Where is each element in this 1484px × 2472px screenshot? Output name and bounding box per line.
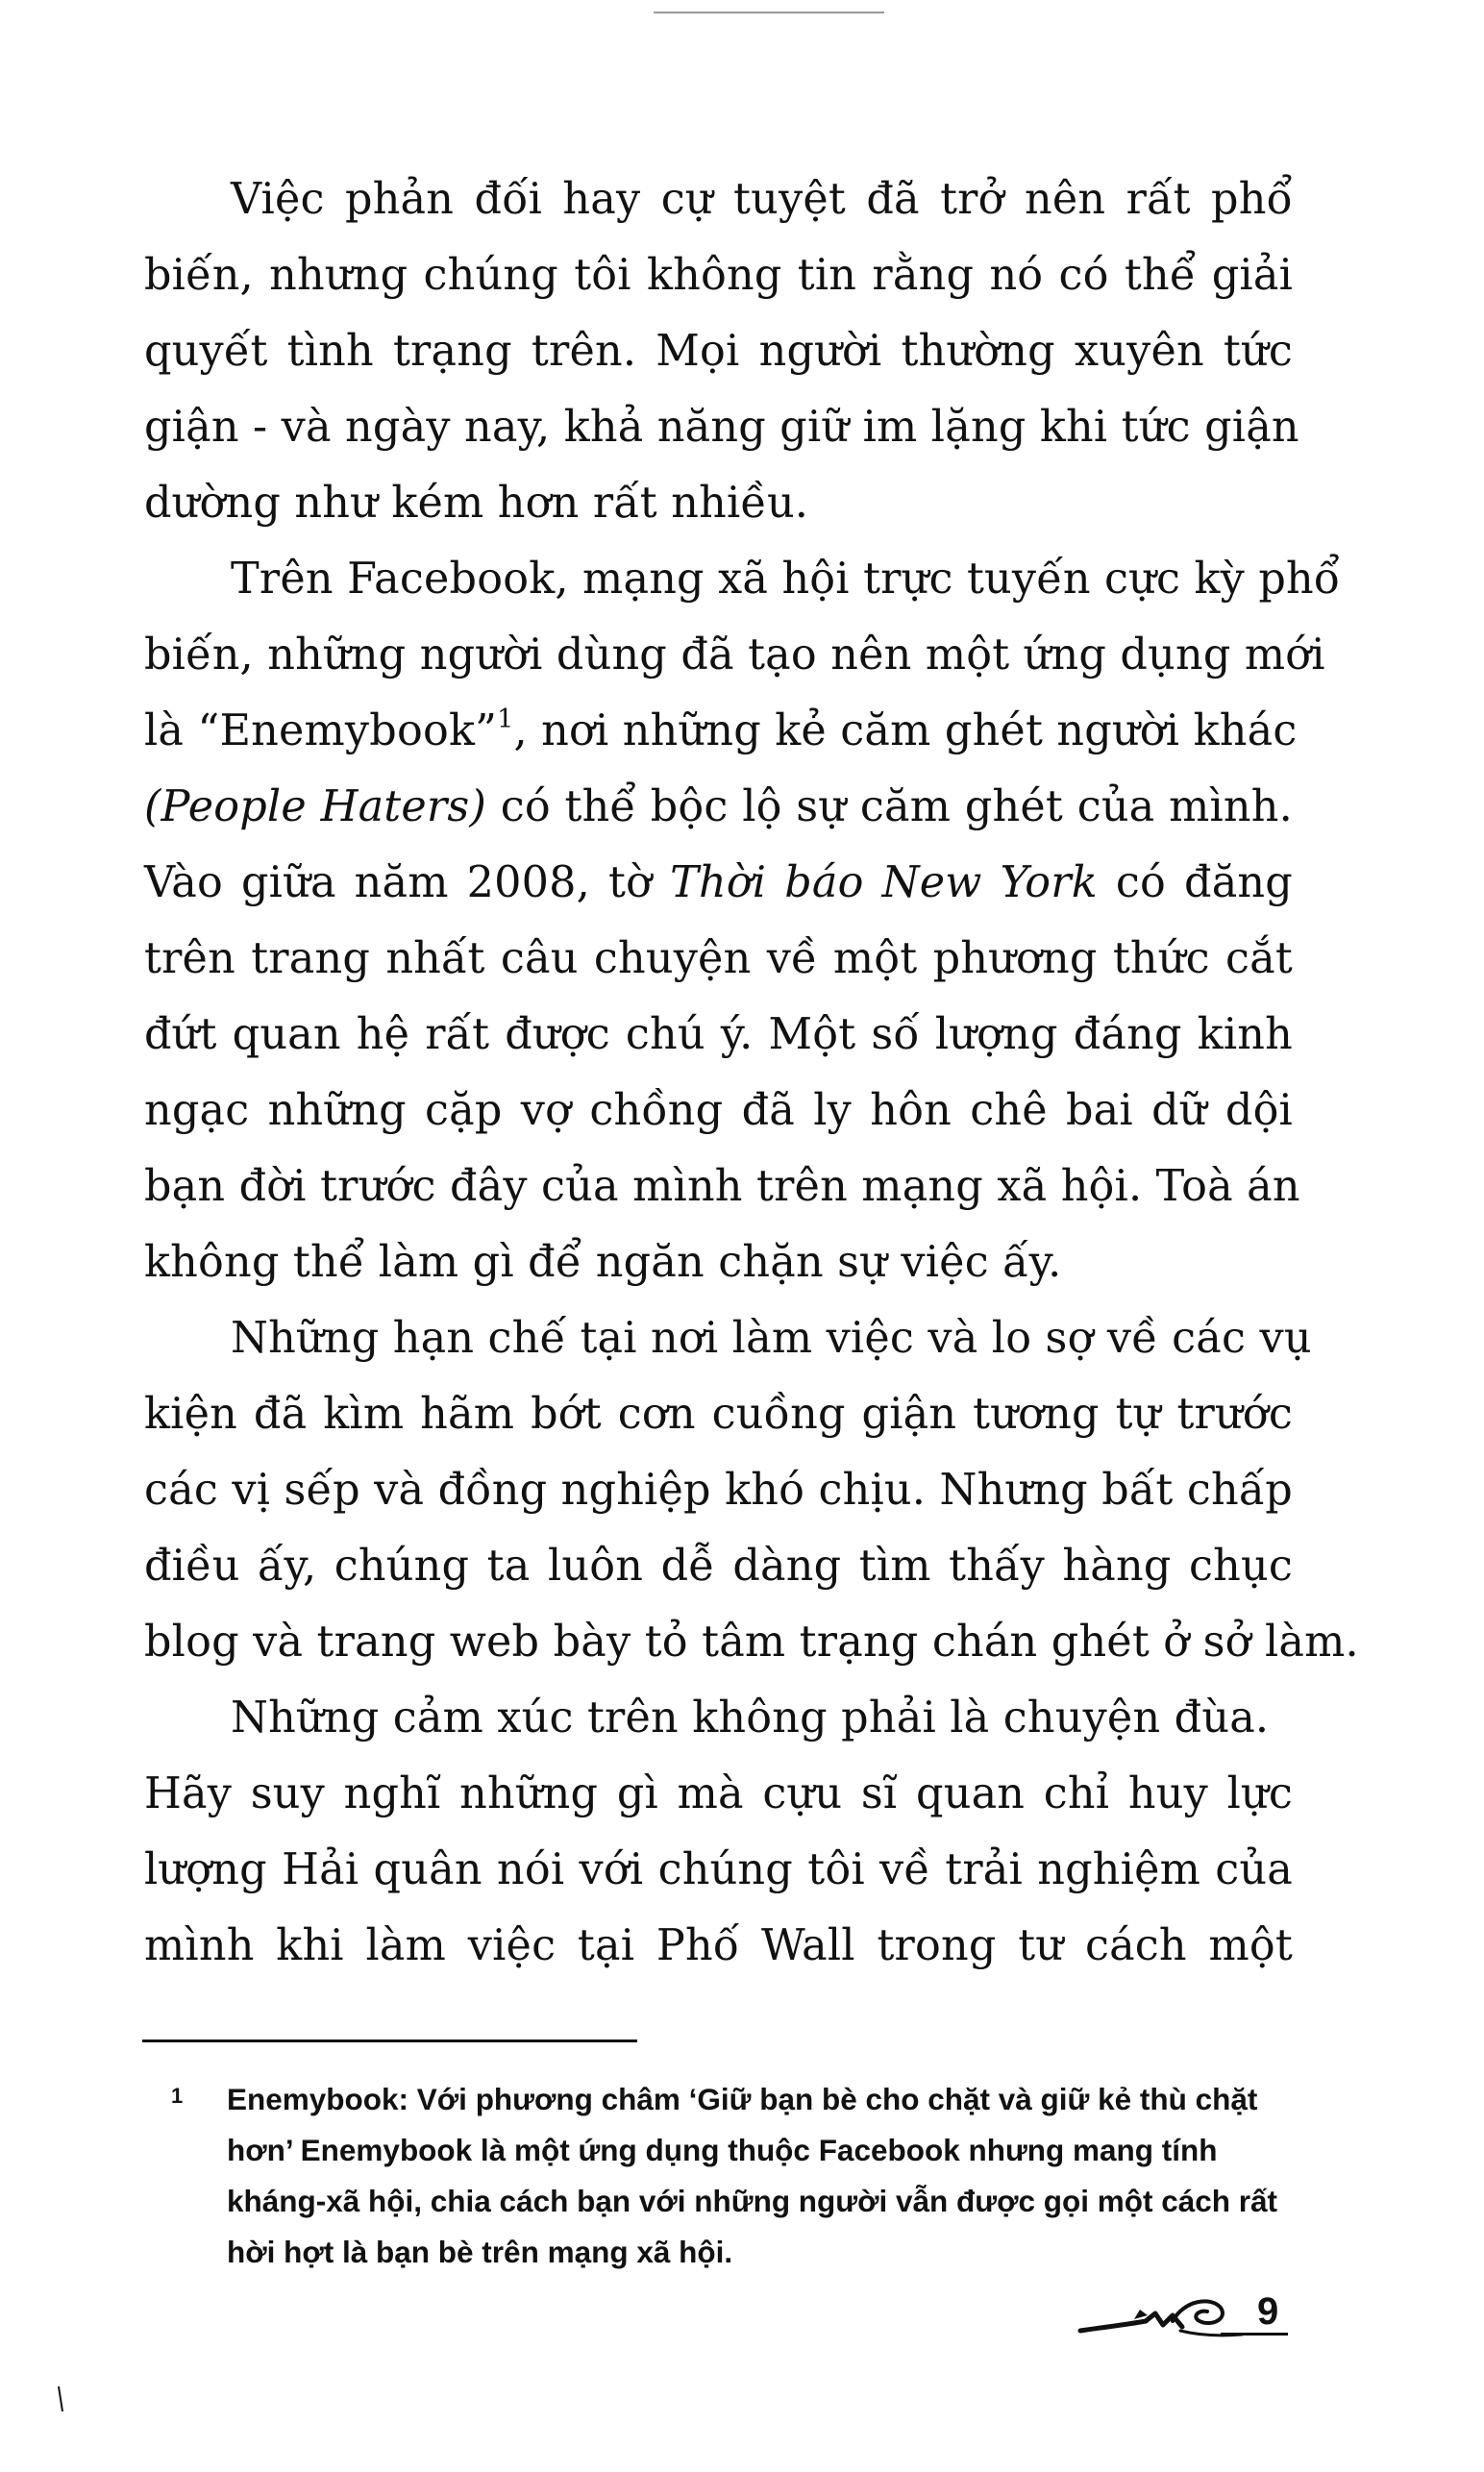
footnote-line: hời hợt là bạn bè trên mạng xã hội. [227, 2235, 733, 2269]
top-edge-rule [654, 12, 884, 13]
text-line: dường như kém hơn rất nhiều. [144, 479, 809, 528]
footnote-line: Enemybook: Với phương châm ‘Giữ bạn bè cho chặt và giữ kẻ thù chặt [227, 2082, 1258, 2116]
footnote-reference: 1 [497, 705, 514, 735]
text-line: blog và trang web bày tỏ tâm trạng chán ghét ở sở làm. [144, 1618, 1359, 1667]
text-line [144, 769, 1293, 845]
text-line: mình khi làm việc tại Phố Wall trong tư cách một [144, 1921, 1293, 1970]
text-line: đứt quan hệ rất được chú ý. Một số lượng đáng kinh [144, 1010, 1293, 1059]
text-line: biến, nhưng chúng tôi không tin rằng nó có thể giải [144, 251, 1293, 300]
text-line: Việc phản đối hay cự tuyệt đã trở nên rất phổ [231, 175, 1293, 224]
text-line [144, 693, 1298, 769]
text-fragment: Vào giữa năm 2008, tờ [144, 858, 671, 907]
page-number: 9 [1257, 2290, 1279, 2333]
footnote-text [227, 2074, 1296, 2278]
text-line: trên trang nhất câu chuyện về một phương thức cắt [144, 934, 1293, 983]
italic-publication-title: Thời báo New York [670, 858, 1098, 907]
text-fragment: , nơi những kẻ căm ghét người khác [513, 706, 1298, 755]
text-line: ngạc những cặp vợ chồng đã ly hôn chê bai dữ dội [144, 1086, 1293, 1135]
text-line: kiện đã kìm hãm bớt cơn cuồng giận tương tự trước [144, 1390, 1293, 1439]
swirl-ornament-icon [1076, 2292, 1249, 2350]
footnote-marker: 1 [171, 2084, 184, 2108]
page-footer [1076, 2283, 1298, 2360]
footnote-line: kháng-xã hội, chia cách bạn với những người vẫn được gọi một cách rất [227, 2184, 1278, 2218]
text-line: Những cảm xúc trên không phải là chuyện đùa. [231, 1693, 1270, 1743]
text-line: các vị sếp và đồng nghiệp khó chịu. Nhưng bất chấp [144, 1466, 1293, 1515]
text-line: Những hạn chế tại nơi làm việc và lo sợ về các vụ [231, 1314, 1312, 1363]
text-line: biến, những người dùng đã tạo nên một ứng dụng mới [144, 630, 1325, 680]
footnote-line: hơn’ Enemybook là một ứng dụng thuộc Facebook nhưng mang tính [227, 2133, 1218, 2167]
text-line: điều ấy, chúng ta luôn dễ dàng tìm thấy hàng chục [144, 1542, 1293, 1591]
main-text-block [144, 161, 1359, 1984]
text-fragment: có đăng [1097, 858, 1293, 907]
text-line: Hãy suy nghĩ những gì mà cựu sĩ quan chỉ huy lực [144, 1769, 1293, 1818]
scan-artifact-mark [58, 2385, 63, 2412]
text-line: không thể làm gì để ngăn chặn sự việc ấy. [144, 1238, 1062, 1287]
text-fragment: có thể bộc lộ sự căm ghét của mình. [486, 782, 1293, 831]
text-fragment: là “Enemybook” [144, 706, 498, 755]
text-line: bạn đời trước đây của mình trên mạng xã hội. Toà án [144, 1162, 1300, 1211]
text-line [144, 845, 1293, 921]
page-number-underline [1221, 2333, 1288, 2336]
italic-term: (People Haters) [144, 782, 486, 831]
text-line: giận - và ngày nay, khả năng giữ im lặng khi tức giận [144, 403, 1299, 452]
text-line: quyết tình trạng trên. Mọi người thường xuyên tức [144, 327, 1293, 376]
footnote [171, 2074, 1296, 2278]
text-line: Trên Facebook, mạng xã hội trực tuyến cực kỳ phổ [231, 555, 1341, 604]
footnote-separator [142, 2039, 637, 2042]
text-line: lượng Hải quân nói với chúng tôi về trải nghiệm của [144, 1845, 1293, 1894]
